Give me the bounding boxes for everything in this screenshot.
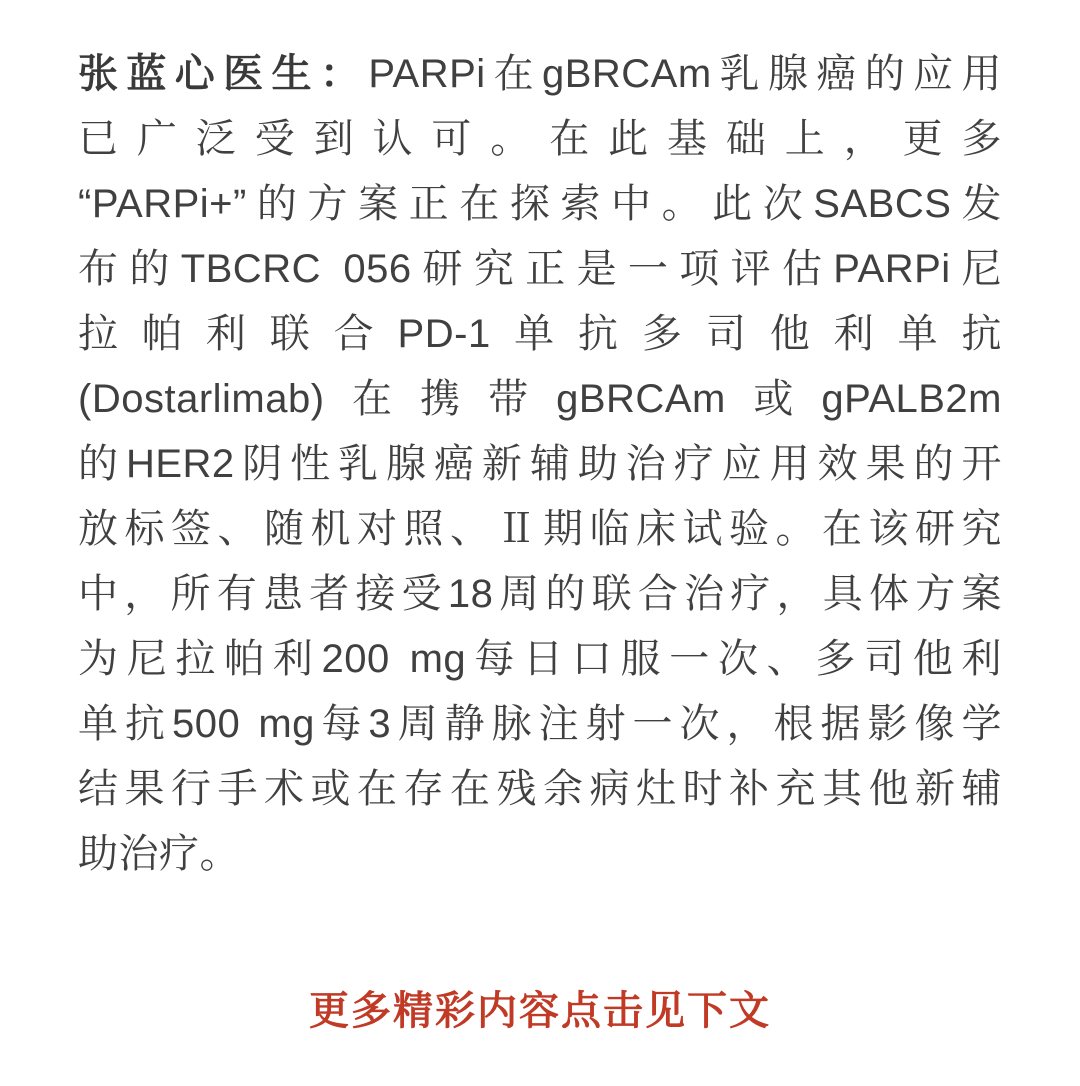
- text-line: “PARPi+”的方案正在探索中。此次SABCS发: [78, 182, 1002, 226]
- text-line: (Dostarlimab)在携带gBRCAm或gPALB2m: [78, 377, 1002, 421]
- cta-more-content-link[interactable]: 更多精彩内容点击见下文: [309, 989, 771, 1033]
- text-line: 的HER2阴性乳腺癌新辅助治疗应用效果的开: [78, 442, 1002, 486]
- text-line: 中，所有患者接受18周的联合治疗，具体方案: [78, 572, 1002, 616]
- speaker-name: 张蓝心医生：: [78, 52, 369, 96]
- text-line: 布的TBCRC 056研究正是一项评估PARPi尼: [78, 247, 1002, 291]
- text-line: [78, 42, 1002, 107]
- text-line: 为尼拉帕利200 mg每日口服一次、多司他利: [78, 637, 1002, 681]
- text-line: 已广泛受到认可。在此基础上，更多: [78, 117, 1002, 161]
- text-line: 单抗500 mg每3周静脉注射一次，根据影像学: [78, 702, 1002, 746]
- text-line-content: PARPi在gBRCAm乳腺癌的应用: [368, 52, 1002, 96]
- text-line: 助治疗。: [78, 832, 240, 876]
- text-line: 结果行手术或在存在残余病灶时补充其他新辅: [78, 767, 1002, 811]
- text-line: 拉帕利联合PD-1单抗多司他利单抗: [78, 312, 1002, 356]
- text-line: 放标签、随机对照、Ⅱ期临床试验。在该研究: [78, 507, 1002, 551]
